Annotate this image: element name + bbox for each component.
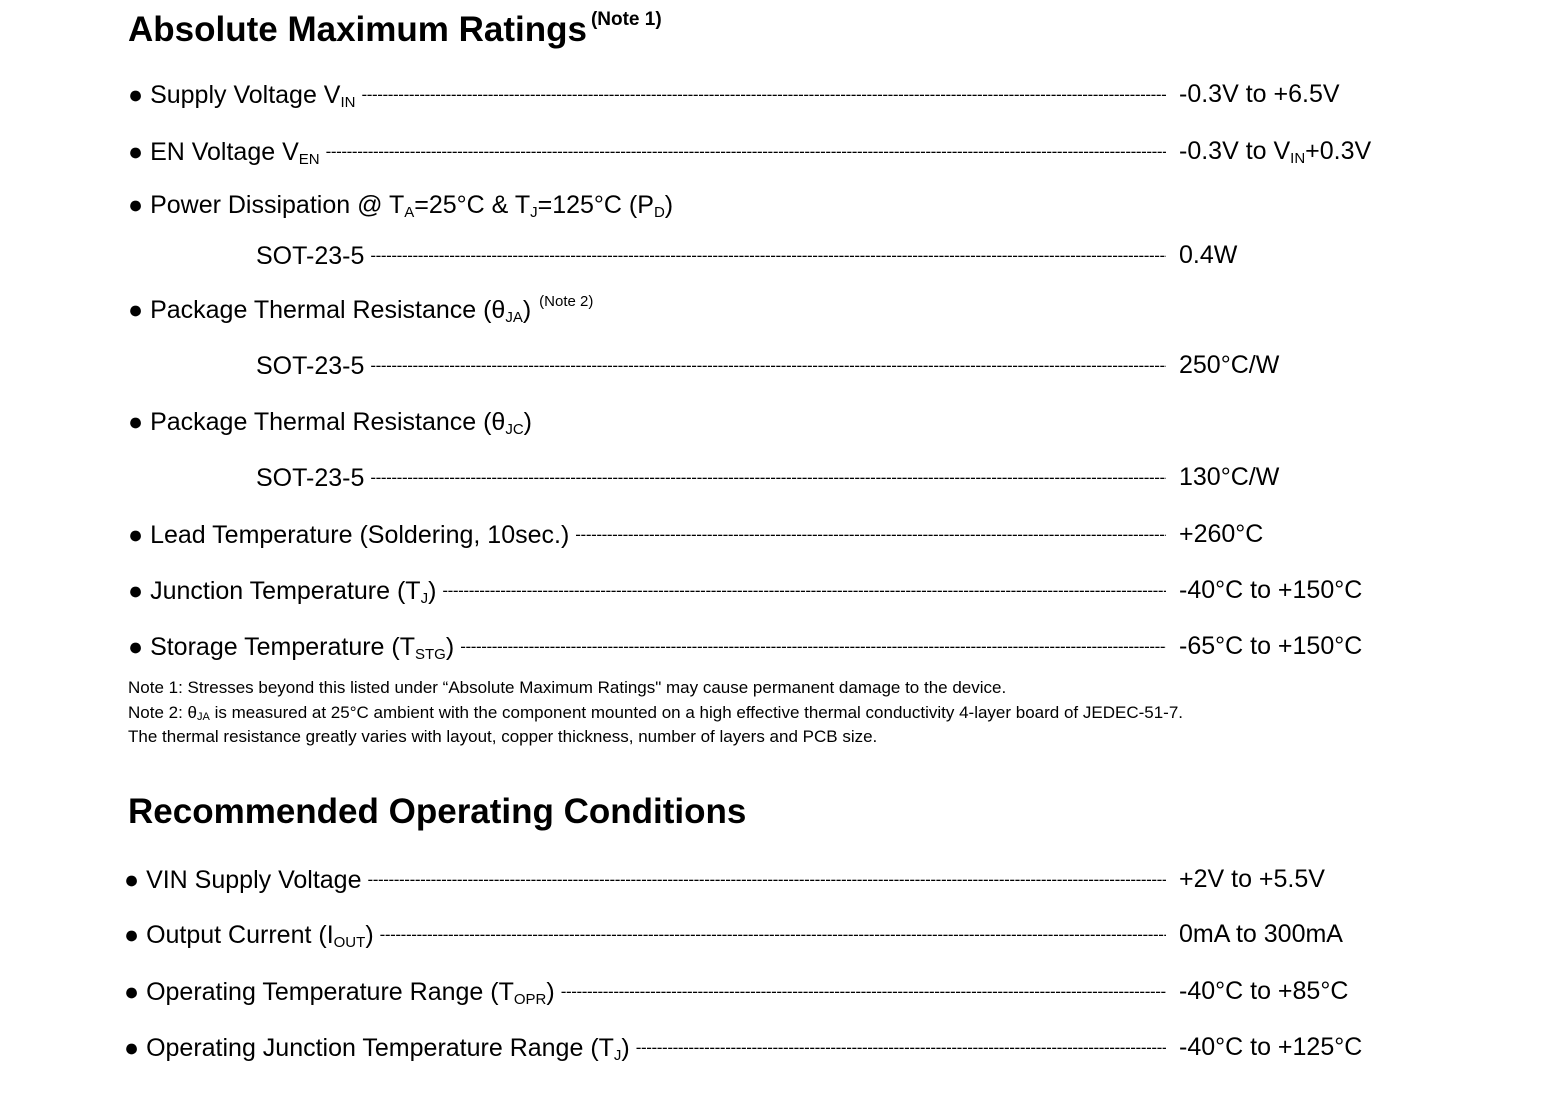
row-vin-supply-voltage (124, 862, 1166, 898)
dot-leader (380, 917, 1166, 953)
dot-leader (370, 348, 1166, 384)
row-supply-voltage (128, 77, 1166, 113)
dot-leader (370, 460, 1166, 496)
row-power-dissipation (128, 187, 679, 223)
row-jc-sot23-5 (256, 460, 1166, 496)
dot-leader (636, 1030, 1166, 1066)
dot-leader (370, 238, 1166, 274)
row-label: SOT-23-5 (256, 241, 365, 270)
value-storage-temperature: -65°C to +150°C (1179, 632, 1363, 660)
row-label: ● Power Dissipation @ $T_A=25^\circ C$ & $T_J=125^\circ C$ $(P_D)$ (128, 190, 674, 221)
roc-heading (128, 792, 746, 832)
row-storage-temperature (128, 629, 1166, 665)
value-pd-sot23-5: 0.4W (1179, 241, 1238, 269)
amr-title: Absolute Maximum Ratings (128, 10, 587, 49)
row-theta-jc (128, 404, 538, 440)
value-ja-sot23-5: 250°C/W (1179, 351, 1280, 379)
dot-leader (326, 134, 1166, 170)
notes-block (128, 676, 1183, 750)
value-jc-sot23-5: 130°C/W (1179, 463, 1280, 491)
amr-title-note: (Note 1) (590, 9, 662, 30)
row-label: ● Package Thermal Resistance $(\theta_{JA})$ $^{(Note 2)}$ (128, 292, 594, 326)
note-ref: (Note 2) (539, 292, 594, 310)
value-supply-voltage: -0.3V to +6.5V (1179, 80, 1340, 108)
row-junction-temperature (128, 573, 1166, 609)
row-label: ● Package Thermal Resistance $(\theta_{JC})$ (128, 407, 532, 438)
value-lead-temperature: +260°C (1179, 520, 1264, 548)
value-en-voltage: -0.3V to $V_{IN}+0.3V$ (1179, 137, 1372, 167)
dot-leader (561, 974, 1166, 1010)
row-output-current (124, 917, 1166, 953)
row-label: ● EN Voltage $V_{EN}$ (128, 137, 320, 168)
roc-title: Recommended Operating Conditions (128, 792, 747, 831)
value-junction-temperature: -40°C to +150°C (1179, 576, 1363, 604)
dot-leader (460, 629, 1166, 665)
row-operating-temperature-range (124, 974, 1166, 1010)
row-label: ● Output Current $(I_{OUT})$ (124, 920, 374, 951)
value-operating-junction-temperature-range: -40°C to +125°C (1179, 1033, 1363, 1061)
row-label: SOT-23-5 (256, 463, 365, 492)
row-label: ● Operating Temperature Range $(T_{OPR})$ (124, 977, 555, 1008)
note-1: Note 1: Stresses beyond this listed under “Absolute Maximum Ratings" may cause permanent damage to the device. (128, 678, 1007, 697)
row-label: ● Storage Temperature $(T_{STG})$ (128, 632, 455, 663)
row-pd-sot23-5 (256, 238, 1166, 274)
dot-leader (575, 517, 1166, 553)
row-ja-sot23-5 (256, 348, 1166, 384)
row-en-voltage (128, 134, 1166, 170)
row-label: SOT-23-5 (256, 351, 365, 380)
note-3: The thermal resistance greatly varies with layout, copper thickness, number of layers and PCB size. (128, 727, 878, 746)
value-operating-temperature-range: -40°C to +85°C (1179, 977, 1349, 1005)
row-operating-junction-temperature-range (124, 1030, 1166, 1066)
row-label: ● Supply Voltage $V_{IN}$ (128, 80, 356, 111)
row-label: ● Junction Temperature $(T_J)$ (128, 576, 437, 607)
dot-leader (361, 77, 1166, 113)
value-vin-supply-voltage: +2V to +5.5V (1179, 865, 1325, 893)
value-output-current: 0mA to 300mA (1179, 920, 1343, 948)
dot-leader (367, 862, 1166, 898)
dot-leader (442, 573, 1166, 609)
note-2: Note 2: $\theta_{JA}$ is measured at 25°C ambient with the component mounted on a high effective thermal conductivity 4-layer board of JEDEC-51-7. (128, 702, 1184, 723)
row-label: ● Operating Junction Temperature Range $(T_J)$ (124, 1033, 630, 1064)
amr-heading (128, 10, 662, 56)
row-lead-temperature (128, 517, 1166, 553)
row-label: ● Lead Temperature (Soldering, 10sec.) (128, 520, 570, 549)
row-theta-ja (128, 292, 599, 328)
row-label: ● VIN Supply Voltage (124, 865, 362, 894)
